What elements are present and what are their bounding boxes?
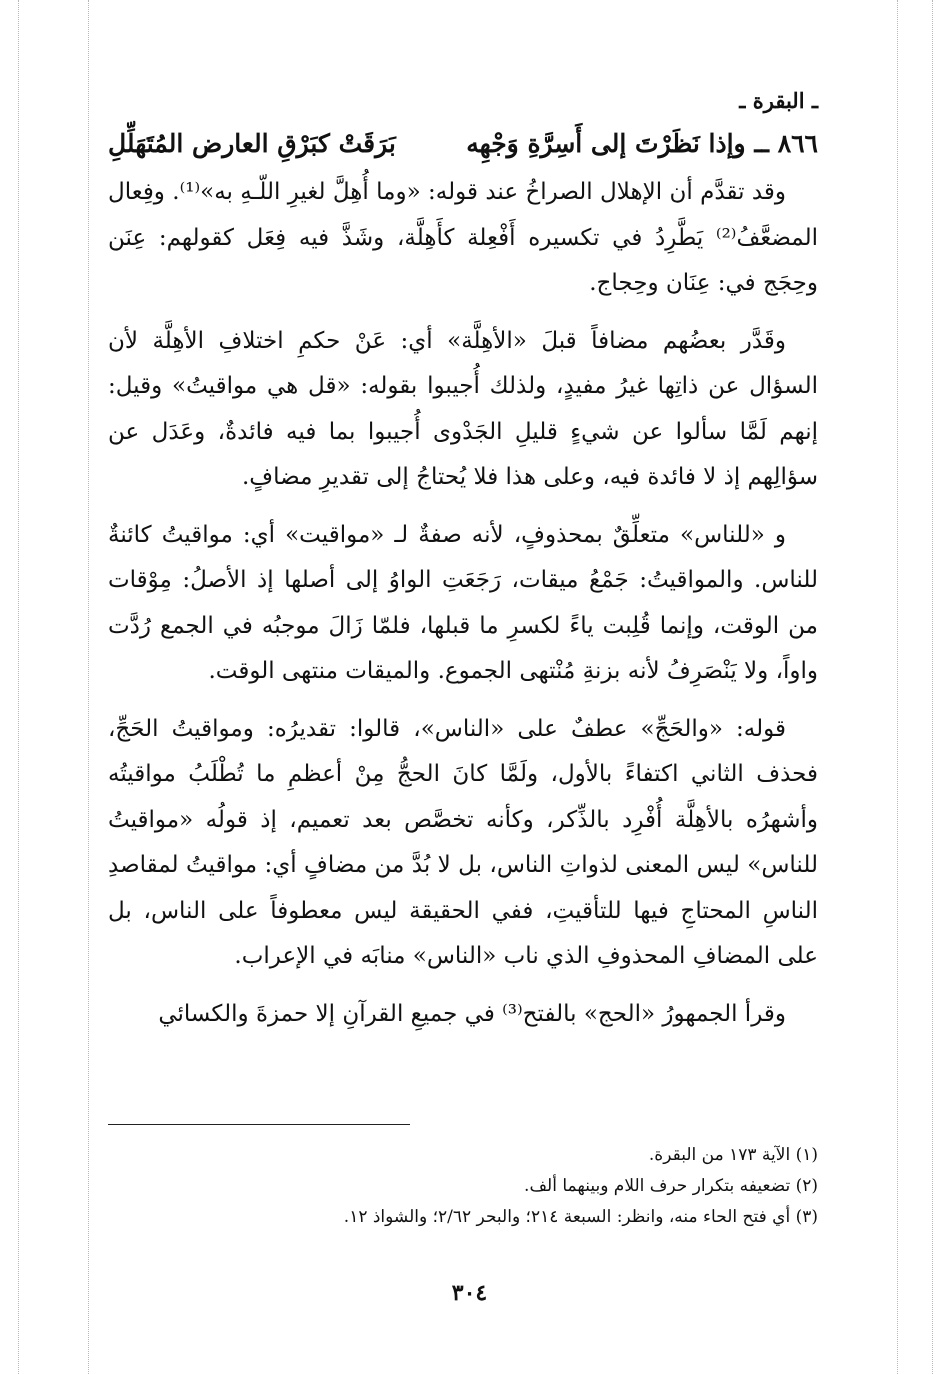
verse-number: ٨٦٦ <box>777 129 818 158</box>
paragraph: قوله: «والحَجِّ» عطفٌ على «الناس»، قالوا: تقديرُه: ومواقيتُ الحَجِّ، فحذف الثاني اكتفاءً بالأول، ولَمَّا كانَ الحجُّ مِنْ أعظمِ ما تُطْلَبُ مواقيتُه وأشهرُه بالأهِلَّة أُفْرِد بالذِّكر، وكأنه تخصَّص بعد تعميم، إذ قولُه «مواقيتُ للناس» ليس المعنى لذواتِ الناس، بل لا بُدَّ من مضافٍ أي: مواقيتُ لمقاصدِ الناسِ المحتاجِ فيها للتأقيتِ، ففي الحقيقة ليس معطوفاً على الناس، بل على المضافِ المحذوفِ الذي ناب «الناس» منابَه في الإعراب. <box>108 715 818 969</box>
footnote: (١) الآية ١٧٣ من البقرة. <box>648 1145 818 1165</box>
footnote: (٢) تضعيفه بتكرار حرف اللام وبينهما ألف. <box>524 1176 818 1196</box>
paragraph: وقد تقدَّم أن الإهلال الصراخُ عند قوله: «وما أُهِلَّ لغيرِ اللّـهِ به»⁽¹⁾. وفِعال المضعَّفُ⁽²⁾ يَطَّرِدُ في تكسيره أَفْعِلة كأَهِلَّة، وشَذَّ فيه فِعَل كقولهم: عِنَن وحِجَج في: عِنَان وحِجاج. <box>108 179 818 296</box>
scan-guide-line <box>897 0 898 1374</box>
page-number: ٣٠٤ <box>451 1280 488 1306</box>
running-head: ـ البقرة ـ <box>739 88 818 113</box>
footnote-separator <box>108 1124 410 1125</box>
verse-second-hemistich: بَرَقَتْ كبَرْقِ العارض المُتَهَلِّلِ <box>108 129 396 158</box>
scan-guide-line <box>88 0 89 1374</box>
footnotes <box>108 1140 818 1233</box>
poetry-verse <box>108 124 818 164</box>
paragraph: وقَدَّر بعضُهم مضافاً قبلَ «الأهِلَّة» أي: عَنْ حكمِ اختلافِ الأهِلَّة لأن السؤال عن ذاتِها غيرُ مفيدٍ، ولذلك أُجيبوا بقوله: «قل هي مواقيتُ» وقيل: إنهم لَمَّا سألوا عن شيءٍ قليلِ الجَدْوى أُجيبوا بما فيه فائدةٌ، وعَدَل عن سؤالِهم إذ لا فائدة فيه، وعلى هذا فلا يُحتاجُ إلى تقديرِ مضافٍ. <box>108 327 818 490</box>
scan-guide-line <box>932 0 933 1374</box>
page-body <box>108 84 818 1049</box>
verse-first-hemistich <box>466 124 818 164</box>
paragraph: و «للناس» متعلِّقٌ بمحذوفٍ، لأنه صفةٌ لـ «مواقيت» أي: مواقيتُ كائنةٌ للناس. والمواقيتُ: جَمْعُ ميقات، رَجَعَتِ الواوُ إلى أصلها إذ الأصلُ: مِوْقات من الوقت، وإنما قُلِبت ياءً لكسرِ ما قبلها، فلمّا زَالَ موجبُه في الجمع رُدَّت واواً، ولا يَنْصَرِفُ لأنه بزنةِ مُنْتهى الجموع. والميقات منتهى الوقت. <box>108 521 818 684</box>
paragraph: وقرأ الجمهورُ «الحج» بالفتح⁽³⁾ في جميعِ القرآنِ إلا حمزةَ والكسائي <box>158 1000 786 1027</box>
footnote: (٣) أي فتح الحاء منه، وانظر: السبعة ٢١٤؛ والبحر ٢/٦٢؛ والشواذ ١٢. <box>343 1207 818 1227</box>
scan-guide-line <box>18 0 19 1374</box>
verse-first-hemistich-text: ــ وإذا نَظَرْتَ إلى أَسِرَّةِ وَجْهِه <box>466 129 769 158</box>
